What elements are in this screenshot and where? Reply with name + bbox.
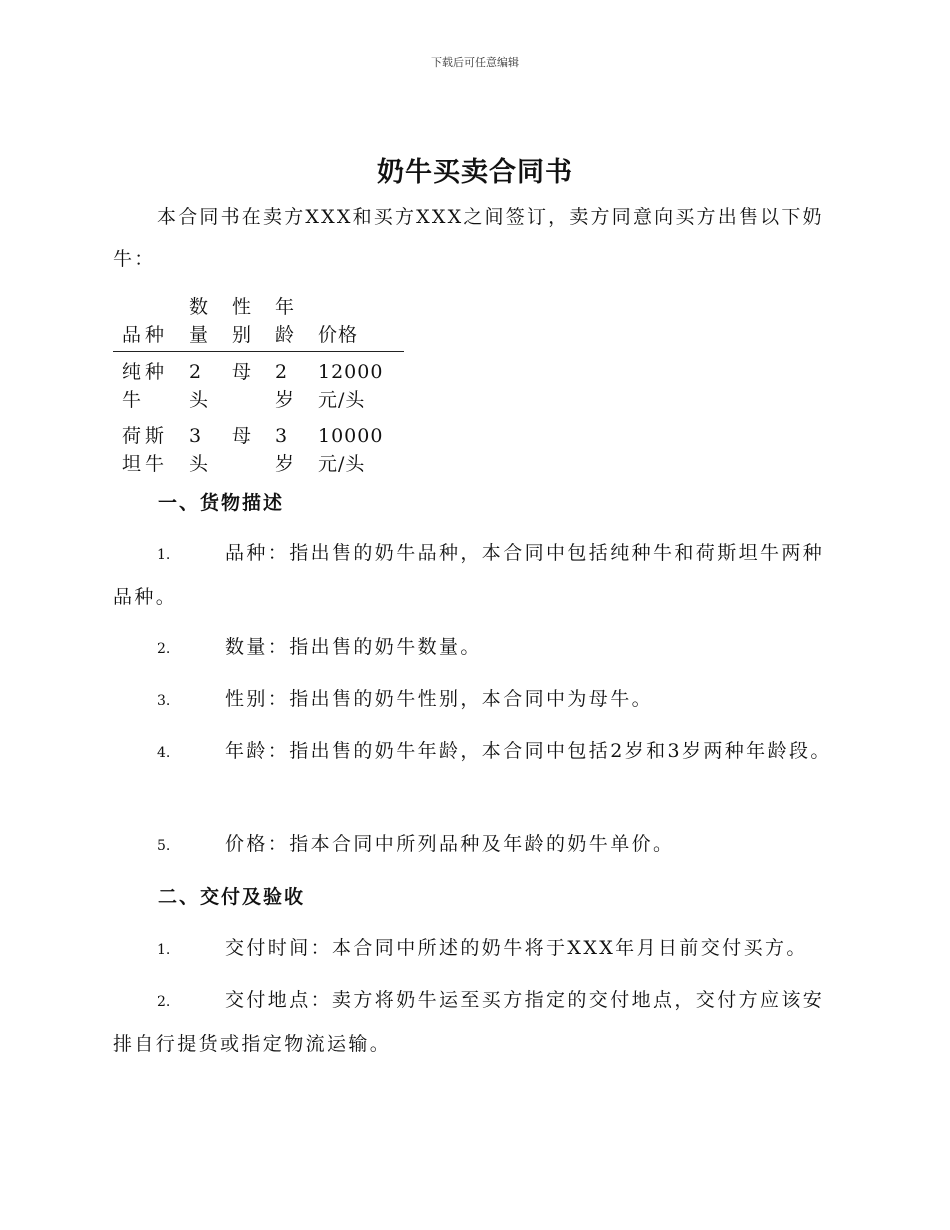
list-item — [113, 532, 833, 618]
intro-paragraph: 本合同书在卖方XXX和买方XXX之间签订，卖方同意向买方出售以下奶牛： — [113, 206, 824, 270]
item-text: 数量：指出售的奶牛数量。 — [225, 636, 482, 658]
header-note: 下载后可任意编辑 — [431, 56, 519, 69]
cell-quantity: 3头 — [189, 425, 213, 475]
header-sex: 性别 — [223, 291, 266, 352]
cell-sex: 母 — [232, 361, 256, 383]
cell-age: 3岁 — [275, 425, 299, 475]
item-number: 4. — [157, 745, 171, 761]
item-number: 2. — [157, 641, 171, 657]
list-item — [113, 678, 833, 722]
list-item — [113, 979, 833, 1065]
item-text: 交付时间：本合同中所述的奶牛将于XXX年月日前交付买方。 — [225, 937, 808, 959]
header-breed: 品种 — [113, 291, 180, 352]
item-text: 年龄：指出售的奶牛年龄，本合同中包括2岁和3岁两种年龄段。 — [225, 740, 832, 762]
section-heading-goods: 一、货物描述 — [158, 492, 285, 514]
cell-breed: 纯种牛 — [122, 361, 169, 411]
header-quantity: 数量 — [180, 291, 223, 352]
item-text: 性别：指出售的奶牛性别，本合同中为母牛。 — [225, 688, 654, 710]
item-text: 品种：指出售的奶牛品种，本合同中包括纯种牛和荷斯坦牛两种品种。 — [113, 542, 825, 608]
list-item — [113, 730, 833, 774]
cell-quantity: 2头 — [189, 361, 213, 411]
item-number: 2. — [157, 994, 171, 1010]
item-number: 3. — [157, 693, 171, 709]
section-heading-delivery: 二、交付及验收 — [158, 886, 306, 908]
list-item — [113, 927, 833, 971]
table-header-row — [113, 291, 404, 352]
header-age: 年龄 — [266, 291, 309, 352]
item-number: 1. — [157, 942, 171, 958]
item-number: 5. — [157, 838, 171, 854]
cell-sex: 母 — [232, 425, 256, 447]
item-number: 1. — [157, 547, 171, 563]
table-row — [113, 352, 404, 417]
document-title: 奶牛买卖合同书 — [377, 157, 573, 188]
list-item — [113, 626, 833, 670]
cow-table — [113, 291, 404, 480]
cell-price: 12000元/头 — [318, 361, 384, 411]
list-item — [113, 823, 833, 867]
header-price: 价格 — [309, 291, 404, 352]
cell-price: 10000元/头 — [318, 425, 384, 475]
item-text: 交付地点：卖方将奶牛运至买方指定的交付地点，交付方应该安排自行提货或指定物流运输。 — [113, 989, 825, 1055]
item-text: 价格：指本合同中所列品种及年龄的奶牛单价。 — [225, 833, 675, 855]
cell-breed: 荷斯坦牛 — [122, 425, 169, 475]
cell-age: 2岁 — [275, 361, 299, 411]
table-row — [113, 416, 404, 480]
